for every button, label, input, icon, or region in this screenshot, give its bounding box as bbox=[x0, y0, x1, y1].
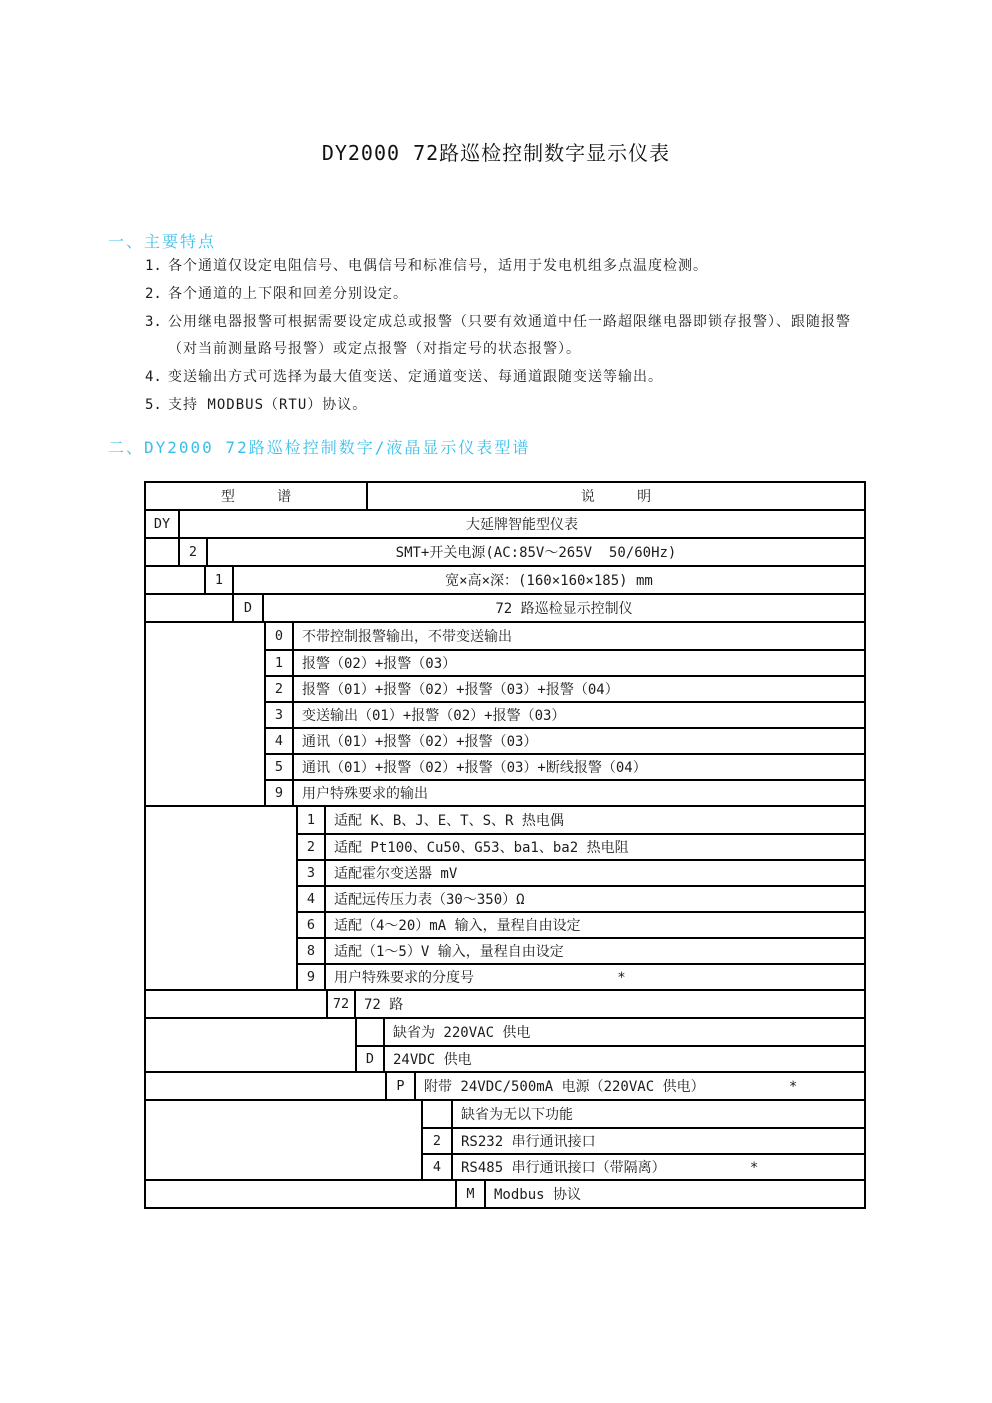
table-code-cell bbox=[423, 1101, 453, 1127]
model-spectrum-table bbox=[144, 481, 866, 1209]
table-code-cell: 2 bbox=[180, 539, 208, 565]
table-group-function bbox=[146, 593, 864, 621]
table-code-cell: 8 bbox=[298, 939, 326, 963]
table-row bbox=[298, 911, 864, 937]
list-item-text: 变送输出方式可选择为最大值变送、定通道变送、每通道跟随变送等输出。 bbox=[168, 369, 663, 386]
table-code-cell: 1 bbox=[266, 651, 294, 675]
table-row bbox=[298, 833, 864, 859]
table-row bbox=[387, 1073, 864, 1099]
table-desc-cell: 适配 K、B、J、E、T、S、R 热电偶 bbox=[334, 813, 564, 829]
table-desc-cell: 用户特殊要求的分度号 * bbox=[334, 970, 626, 986]
table-code-cell: 6 bbox=[298, 913, 326, 937]
table-code-cell: D bbox=[234, 595, 264, 621]
table-group-aux-power bbox=[146, 1071, 864, 1099]
list-item-number: 4. bbox=[145, 369, 162, 386]
table-row bbox=[266, 623, 864, 649]
list-item-number: 1. bbox=[145, 258, 162, 274]
table-row bbox=[266, 649, 864, 675]
table-blank-cell bbox=[146, 623, 266, 805]
table-code-cell: 5 bbox=[266, 755, 294, 779]
table-desc-cell: 72 路 bbox=[364, 997, 404, 1013]
table-code-cell: 72 bbox=[328, 991, 356, 1017]
section2-heading: 二、DY2000 72路巡检控制数字/液晶显示仪表型谱 bbox=[108, 438, 531, 457]
table-code-cell: 4 bbox=[298, 887, 326, 911]
table-row bbox=[423, 1127, 864, 1153]
table-row bbox=[206, 567, 864, 593]
list-item bbox=[145, 253, 873, 281]
table-code-cell: 4 bbox=[423, 1155, 453, 1179]
table-row bbox=[423, 1153, 864, 1179]
section1-heading: 一、主要特点 bbox=[108, 232, 217, 251]
table-code-cell: 9 bbox=[266, 781, 294, 805]
table-blank-cell bbox=[146, 595, 234, 621]
list-item-text: 支持 MODBUS（RTU）协议。 bbox=[168, 396, 368, 413]
list-item-number: 3. bbox=[145, 313, 162, 330]
table-row bbox=[357, 1045, 864, 1071]
table-desc-cell: 适配（4～20）mA 输入，量程自由设定 bbox=[334, 918, 581, 934]
table-desc-cell: RS485 串行通讯接口（带隔离） * bbox=[461, 1160, 759, 1176]
list-item bbox=[145, 364, 873, 392]
table-code-cell: 0 bbox=[266, 623, 294, 649]
table-code-cell: 1 bbox=[206, 567, 234, 593]
table-group-supply bbox=[146, 1017, 864, 1071]
table-row bbox=[298, 963, 864, 989]
table-code-cell: DY bbox=[146, 511, 180, 537]
list-item-text: 各个通道仅设定电阻信号、电偶信号和标准信号，适用于发电机组多点温度检测。 bbox=[168, 258, 708, 274]
table-row bbox=[266, 727, 864, 753]
list-item bbox=[145, 281, 873, 309]
list-item bbox=[145, 392, 873, 420]
table-group-channels bbox=[146, 989, 864, 1017]
table-desc-cell: RS232 串行通讯接口 bbox=[461, 1134, 596, 1150]
table-group-size bbox=[146, 565, 864, 593]
header-desc-cell: 说 明 bbox=[580, 489, 652, 505]
table-row bbox=[328, 991, 864, 1017]
table-desc-cell: 适配霍尔变送器 mV bbox=[334, 866, 458, 882]
table-desc-cell: 报警（02）+报警（03） bbox=[302, 656, 457, 672]
table-blank-cell bbox=[146, 807, 298, 989]
table-blank-cell bbox=[146, 1101, 423, 1179]
document-title: DY2000 72路巡检控制数字显示仪表 bbox=[321, 141, 671, 165]
table-row bbox=[423, 1101, 864, 1127]
table-desc-cell: 报警（01）+报警（02）+报警（03）+报警（04） bbox=[302, 682, 619, 698]
table-blank-cell bbox=[146, 1073, 387, 1099]
table-code-cell: P bbox=[387, 1073, 416, 1099]
table-code-cell: M bbox=[457, 1181, 486, 1207]
table-code-cell: 3 bbox=[298, 861, 326, 885]
table-desc-cell: 72 路巡检显示控制仪 bbox=[495, 601, 633, 617]
table-header-row bbox=[146, 483, 864, 509]
list-item-number: 5. bbox=[145, 396, 162, 413]
table-row bbox=[266, 701, 864, 727]
table-row bbox=[298, 885, 864, 911]
table-blank-cell bbox=[146, 1181, 457, 1207]
table-row bbox=[234, 595, 864, 621]
table-group-comm bbox=[146, 1099, 864, 1179]
table-code-cell: 2 bbox=[266, 677, 294, 701]
table-blank-cell bbox=[146, 1019, 357, 1071]
table-row bbox=[266, 779, 864, 805]
header-model-cell: 型 谱 bbox=[146, 483, 368, 509]
table-desc-cell: 变送输出（01）+报警（02）+报警（03） bbox=[302, 708, 566, 724]
table-row bbox=[146, 511, 864, 537]
list-item-text: 各个通道的上下限和回差分别设定。 bbox=[168, 285, 408, 302]
table-code-cell: 3 bbox=[266, 703, 294, 727]
table-desc-cell: 不带控制报警输出，不带变送输出 bbox=[302, 629, 512, 645]
table-code-cell: 1 bbox=[298, 807, 326, 833]
table-code-cell: 9 bbox=[298, 965, 326, 989]
table-desc-cell: Modbus 协议 bbox=[494, 1187, 582, 1203]
table-desc-cell: 用户特殊要求的输出 bbox=[302, 786, 428, 802]
table-desc-cell: 大延牌智能型仪表 bbox=[466, 517, 578, 533]
table-code-cell: 2 bbox=[298, 835, 326, 859]
table-code-cell: 4 bbox=[266, 729, 294, 753]
table-blank-cell bbox=[146, 567, 206, 593]
list-item bbox=[145, 309, 873, 365]
table-row bbox=[357, 1019, 864, 1045]
table-desc-cell: 适配 Pt100、Cu50、G53、ba1、ba2 热电阻 bbox=[334, 840, 629, 856]
table-group-outputs bbox=[146, 621, 864, 805]
table-desc-cell: 24VDC 供电 bbox=[393, 1052, 472, 1068]
features-list bbox=[145, 253, 873, 420]
table-code-cell bbox=[357, 1019, 385, 1045]
table-group-power-type bbox=[146, 537, 864, 565]
table-desc-cell: 通讯（01）+报警（02）+报警（03） bbox=[302, 734, 538, 750]
table-blank-cell bbox=[146, 991, 328, 1017]
table-group-brand bbox=[146, 509, 864, 537]
list-item-number: 2. bbox=[145, 285, 162, 302]
table-row bbox=[266, 753, 864, 779]
table-desc-cell: 适配远传压力表（30～350）Ω bbox=[334, 892, 525, 908]
table-blank-cell bbox=[146, 539, 180, 565]
table-desc-cell: 通讯（01）+报警（02）+报警（03）+断线报警（04） bbox=[302, 760, 647, 776]
list-item-text: 公用继电器报警可根据需要设定成总或报警（只要有效通道中任一路超限继电器即锁存报警）、跟随报警（对当前测量路号报警）或定点报警（对指定号的状态报警）。 bbox=[168, 313, 851, 358]
table-row bbox=[266, 675, 864, 701]
table-code-cell: D bbox=[357, 1047, 385, 1071]
table-code-cell: 2 bbox=[423, 1129, 453, 1153]
table-group-inputs bbox=[146, 805, 864, 989]
table-row bbox=[298, 807, 864, 833]
table-row bbox=[298, 937, 864, 963]
table-desc-cell: 缺省为无以下功能 bbox=[461, 1107, 573, 1123]
table-desc-cell: 附带 24VDC/500mA 电源（220VAC 供电） * bbox=[424, 1079, 798, 1095]
table-row bbox=[457, 1181, 864, 1207]
table-row bbox=[298, 859, 864, 885]
table-desc-cell: 缺省为 220VAC 供电 bbox=[393, 1025, 531, 1041]
table-desc-cell: 适配（1～5）V 输入，量程自由设定 bbox=[334, 944, 564, 960]
table-row bbox=[180, 539, 864, 565]
table-desc-cell: SMT+开关电源(AC:85V～265V 50/60Hz) bbox=[395, 545, 677, 561]
table-desc-cell: 宽×高×深：(160×160×185) mm bbox=[445, 573, 653, 589]
table-group-protocol bbox=[146, 1179, 864, 1207]
